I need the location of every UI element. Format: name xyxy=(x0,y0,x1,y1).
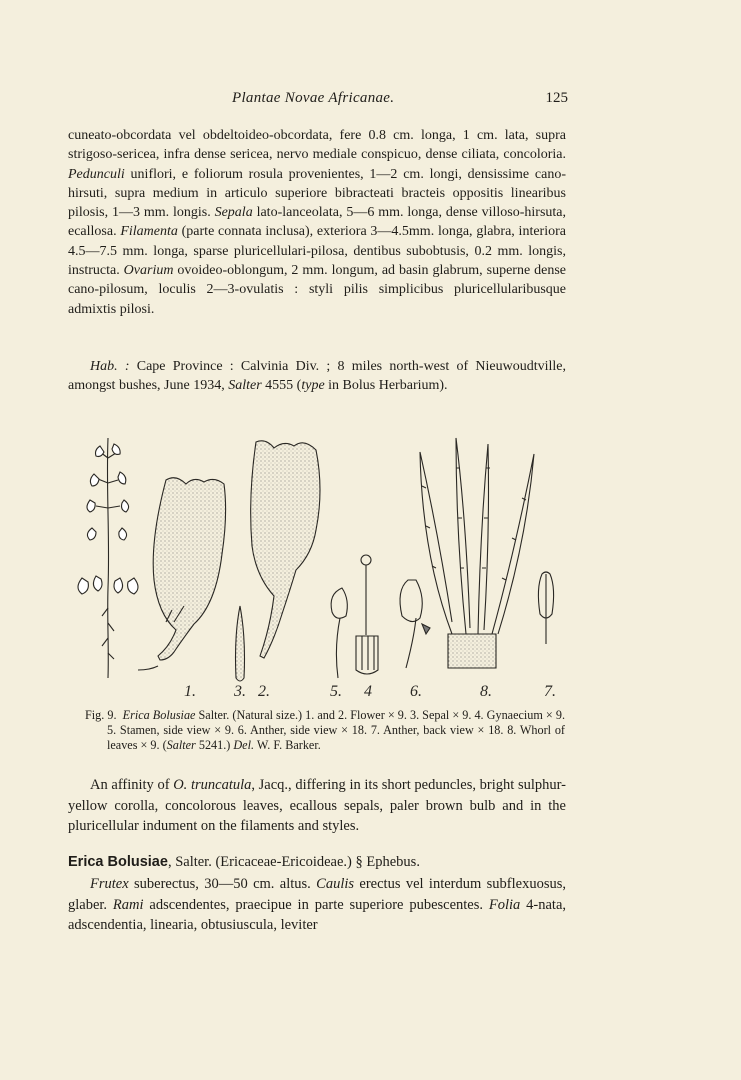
illustration-svg xyxy=(68,428,568,698)
species-heading: Erica Bolusiae, Salter. (Ericaceae-Ericoideae.) § Ephebus. xyxy=(68,854,420,870)
figure-label-6: 6. xyxy=(410,683,422,698)
affinity-paragraph: An affinity of O. truncatula, Jacq., differing in its short peduncles, bright sulphur-yellow corolla, concolorous leaves, ecallous sepals, paler brown bulb and in the pluricellular indument on the filaments and styles. xyxy=(68,777,566,834)
stamen-drawing xyxy=(331,588,347,678)
flower-2-drawing xyxy=(251,441,320,658)
species-description-paragraph: Frutex suberectus, 30—50 cm. altus. Caulis erectus vel interdum subflexuosus, glaber. Rami adscendentes, praecipue in parte superiore pubescentes. Folia 4-nata, adscendentia, linearia, obtusiuscula, leviter xyxy=(68,876,567,933)
figure-label-4: 4 xyxy=(364,683,372,698)
sepal-drawing xyxy=(236,606,245,681)
figure-caption: Fig. 9. Erica Bolusiae Salter. (Natural size.) 1. and 2. Flower × 9. 3. Sepal × 9. 4. Gynaecium × 9. 5. Stamen, side view × 9. 6. Anther, side view × 18. 7. Anther, back view × 18. 8. Whorl of leaves × 9. (Salter 5241.) Del. W. F. Barker. xyxy=(85,708,565,752)
page-header xyxy=(68,90,568,112)
figure-label-7: 7. xyxy=(544,683,556,698)
figure-label-3: 3. xyxy=(234,683,246,698)
botanical-illustration xyxy=(68,428,568,698)
flower-1-drawing xyxy=(138,478,226,670)
habitat-paragraph: Hab. : Cape Province : Calvinia Div. ; 8 miles north-west of Nieuwoudtville, amongst bushes, June 1934, Salter 4555 (type in Bolus Herbarium). xyxy=(68,359,566,394)
habitat-label: Hab. : xyxy=(90,359,130,374)
anther-side-drawing xyxy=(400,580,430,668)
figure-label-1: 1. xyxy=(184,683,196,698)
description-paragraph-latin: cuneato-obcordata vel obdeltoideo-obcordata, fere 0.8 cm. longa, 1 cm. lata, supra strigoso-sericea, infra dense sericea, nervo mediale conspicuo, dense ciliata, concoloria. Pedunculi uniflori, e foliorum rosula provenientes, 1—2 cm. longi, densissime cano-hirsuti, supra medium in articulo superiore bibracteati bracteis oppositis linearibus pilosis, 1—3 mm. longis. Sepala lato-lanceolata, 5—6 mm. longa, dense villoso-hirsuta, ecallosa. Filamenta (parte connata inclusa), exteriora 3—4.5mm. longa, glabra, interiora 4.5—7.5 mm. longa, sparse pluricellulari-pilosa, dentibus subobtusis, 0.2 mm. longis, instructa. Ovarium ovoideo-oblongum, 2 mm. longum, ad basin glabrum, superne dense cano-pilosum, loculis 2—3-ovulatis : styli pilis simplicibus pluricellularibusque admixtis pilosi. xyxy=(68,128,566,317)
page-number: 125 xyxy=(545,90,568,106)
figure-label-8: 8. xyxy=(480,683,492,698)
habit-sprig-drawing xyxy=(78,438,138,678)
figure-label-5: 5. xyxy=(330,683,342,698)
species-name: Erica Bolusiae xyxy=(68,854,168,870)
anther-back-drawing xyxy=(538,572,553,644)
leaf-whorl-drawing xyxy=(420,438,534,668)
figure-label-2: 2. xyxy=(258,683,270,698)
figure-number: Fig. 9. xyxy=(85,708,117,722)
running-title: Plantae Novae Africanae. xyxy=(232,90,395,106)
gynaecium-drawing xyxy=(356,555,378,674)
